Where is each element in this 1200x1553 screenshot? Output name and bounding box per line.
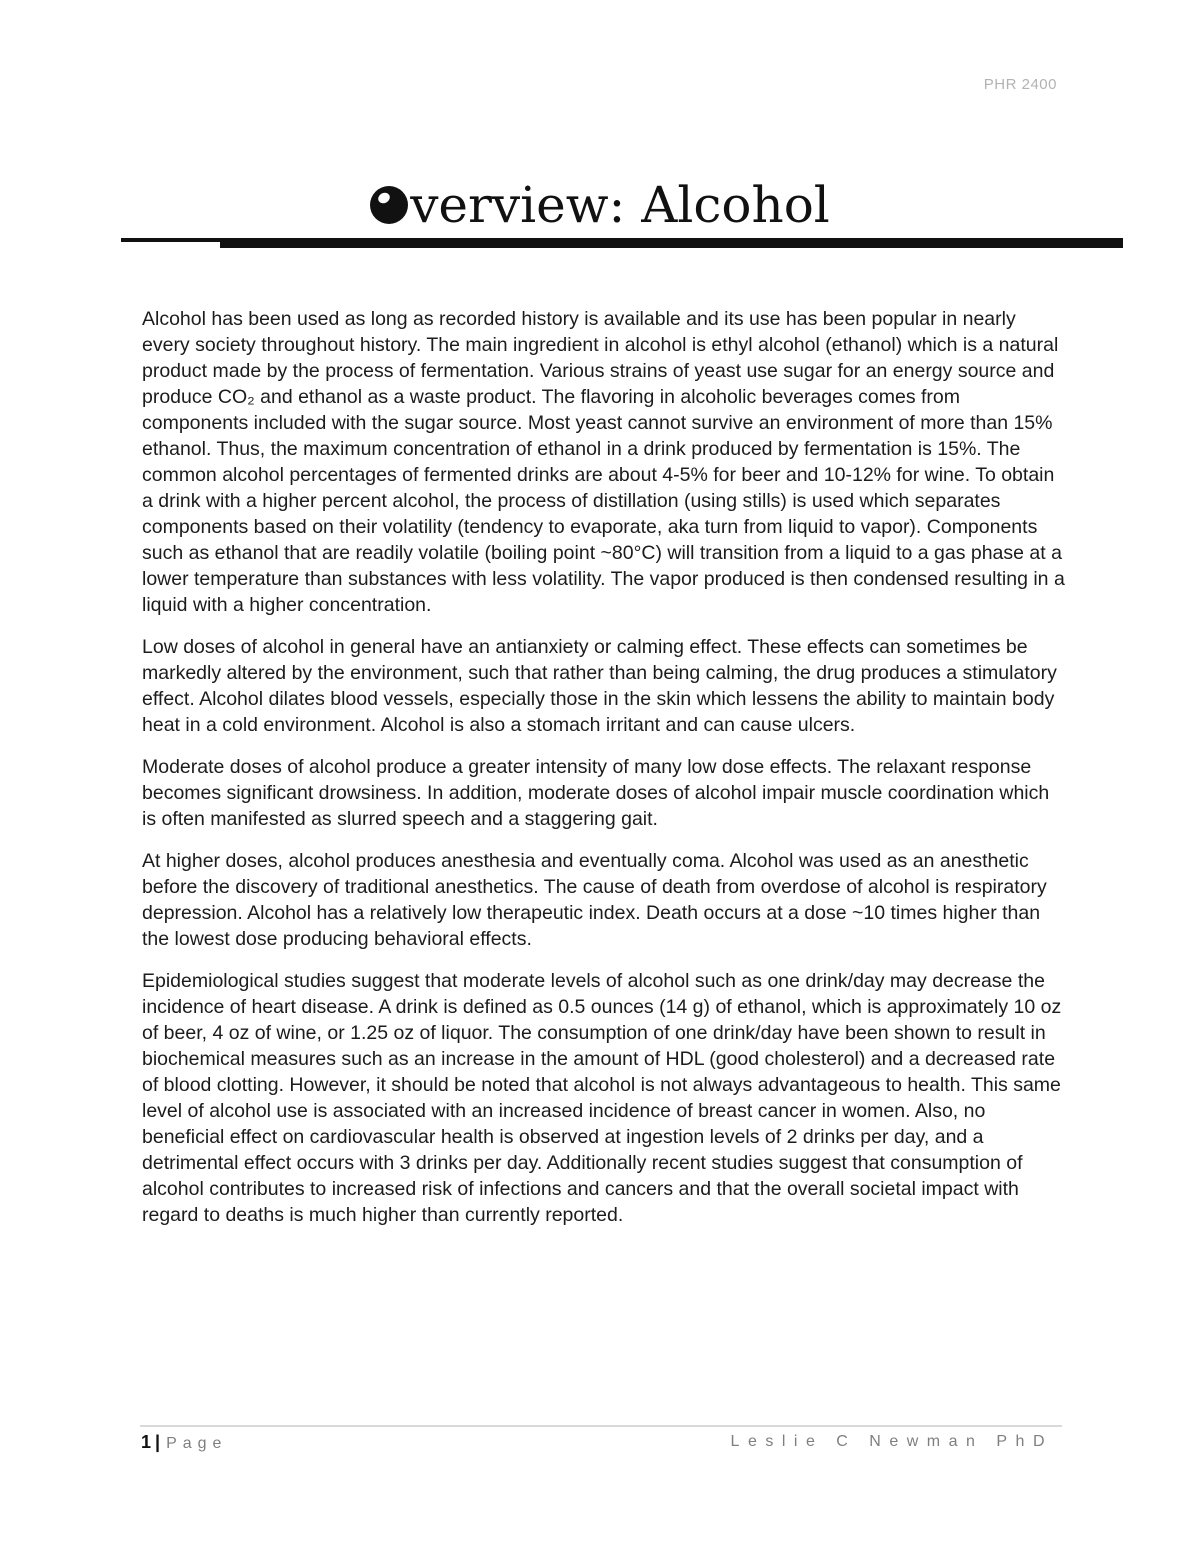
page-word: Page xyxy=(166,1435,228,1452)
paragraph-intro: Alcohol has been used as long as recorded history is available and its use has been popular in nearly every society throughout history. The main ingredient in alcohol is ethyl alcohol (ethanol) which is a natural product made by the process of fermentation. Various strains of yeast use sugar for an energy source and produce CO₂ and ethanol as a waste product. The flavoring in alcoholic beverages comes from components included with the sugar source. Most yeast cannot survive an environment of more than 15% ethanol. Thus, the maximum concentration of ethanol in a drink produced by fermentation is 15%. The common alcohol percentages of fermented drinks are about 4-5% for beer and 10-12% for wine. To obtain a drink with a higher percent alcohol, the process of distillation (using stills) is used which separates components based on their volatility (tendency to evaporate, aka turn from liquid to vapor). Components such as ethanol that are readily volatile (boiling point ~80°C) will transition from a liquid to a gas phase at a lower temperature than substances with less volatility. The vapor produced is then condensed resulting in a liquid with a higher concentration. xyxy=(142,308,1065,616)
page-title xyxy=(0,170,1200,240)
course-code-header: PHR 2400 xyxy=(983,76,1057,93)
paragraph-moderate-doses: Moderate doses of alcohol produce a greater intensity of many low dose effects. The relaxant response becomes significant drowsiness. In addition, moderate doses of alcohol impair muscle coordination which is often manifested as slurred speech and a staggering gait. xyxy=(142,756,1050,830)
footer-page-indicator xyxy=(141,1432,227,1453)
document-body xyxy=(142,306,1067,1244)
footer-divider xyxy=(140,1425,1062,1427)
paragraph-low-doses: Low doses of alcohol in general have an antianxiety or calming effect. These effects can sometimes be markedly altered by the environment, such that rather than being calming, the drug produces a stimulatory effect. Alcohol dilates blood vessels, especially those in the skin which lessens the ability to maintain body heat in a cold environment. Alcohol is also a stomach irritant and can cause ulcers. xyxy=(142,636,1057,736)
page-number: 1 xyxy=(141,1432,152,1452)
page-title-text: verview: Alcohol xyxy=(410,176,830,234)
paragraph-higher-doses: At higher doses, alcohol produces anesthesia and eventually coma. Alcohol was used as an anesthetic before the discovery of traditional anesthetics. The cause of death from overdose of alcohol is respiratory depression. Alcohol has a relatively low therapeutic index. Death occurs at a dose ~10 times higher than the lowest dose producing behavioral effects. xyxy=(142,850,1047,950)
footer-author: Leslie C Newman PhD xyxy=(730,1433,1053,1450)
title-underline-thick xyxy=(220,240,1123,248)
footer-separator: | xyxy=(155,1432,161,1452)
paragraph-epidemiology: Epidemiological studies suggest that moderate levels of alcohol such as one drink/day may decrease the incidence of heart disease. A drink is defined as 0.5 ounces (14 g) of ethanol, which is approximately 10 oz of beer, 4 oz of wine, or 1.25 oz of liquor. The consumption of one drink/day have been shown to result in biochemical measures such as an increase in the amount of HDL (good cholesterol) and a decreased rate of blood clotting. However, it should be noted that alcohol is not always advantageous to health. This same level of alcohol use is associated with an increased incidence of breast cancer in women. Also, no beneficial effect on cardiovascular health is observed at ingestion levels of 2 drinks per day, and a detrimental effect occurs with 3 drinks per day. Additionally recent studies suggest that consumption of alcohol contributes to increased risk of infections and cancers and that the overall societal impact with regard to deaths is much higher than currently reported. xyxy=(142,970,1062,1226)
bullet-o-icon xyxy=(370,186,408,224)
